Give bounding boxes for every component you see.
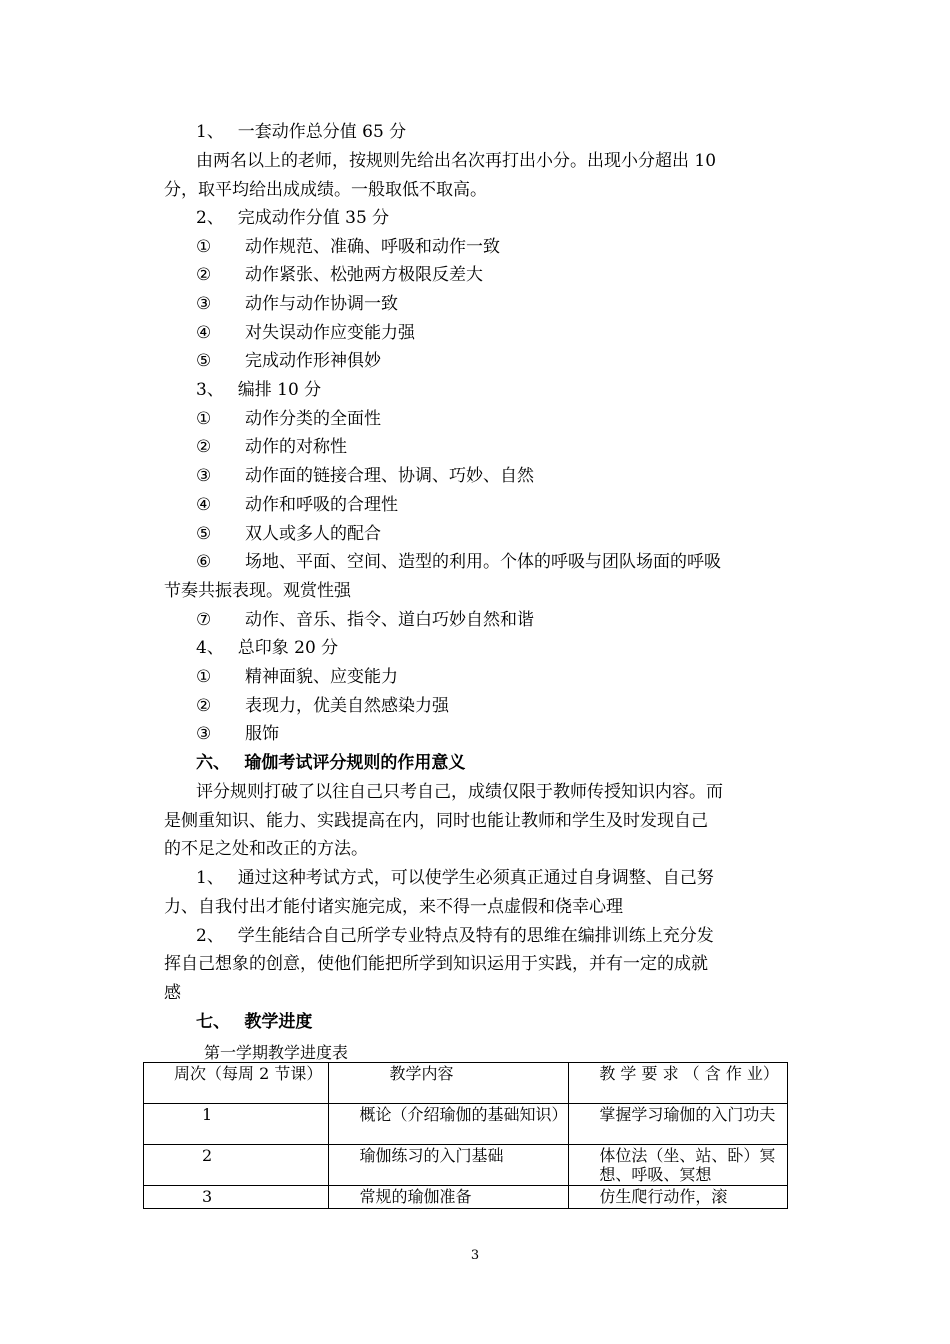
table-cell: 常规的瑜伽准备	[329, 1186, 569, 1209]
list-item: ① 动作分类的全面性	[196, 409, 381, 429]
list-item: ① 精神面貌、应变能力	[196, 667, 398, 687]
list-item: ③ 动作与动作协调一致	[196, 294, 398, 314]
paragraph-line: 是侧重知识、能力、实践提高在内，同时也能让教师和学生及时发现自己	[164, 811, 708, 831]
list-item: ① 动作规范、准确、呼吸和动作一致	[196, 237, 500, 257]
table-cell: 1	[144, 1104, 329, 1145]
paragraph-line: 1、 通过这种考试方式，可以使学生必须真正通过自身调整、自己努	[196, 868, 714, 888]
table-header-cell: 教学内容	[329, 1063, 569, 1104]
list-item: ② 动作紧张、松弛两方极限反差大	[196, 265, 483, 285]
section-1-paragraph-line-2: 分，取平均给出成成绩。一般取低不取高。	[164, 180, 487, 200]
table-cell: 2	[144, 1145, 329, 1186]
paragraph-line: 感	[164, 983, 181, 1003]
paragraph-line: 评分规则打破了以往自己只考自己，成绩仅限于教师传授知识内容。而	[196, 782, 723, 802]
teaching-progress-table	[143, 1062, 788, 1209]
table-header-cell: 教 学 要 求 （ 含 作 业）	[569, 1063, 788, 1104]
list-item: ③ 动作面的链接合理、协调、巧妙、自然	[196, 466, 534, 486]
table-cell: 掌握学习瑜伽的入门功夫	[569, 1104, 788, 1145]
section-1-title: 1、 一套动作总分值 65 分	[196, 122, 407, 142]
list-item: ④ 对失误动作应变能力强	[196, 323, 415, 343]
section-4-title: 4、 总印象 20 分	[196, 638, 339, 658]
table-cell: 仿生爬行动作，滚	[569, 1186, 788, 1209]
table-row	[144, 1145, 788, 1186]
table-cell: 体位法（坐、站、卧）冥想、呼吸、冥想	[569, 1145, 788, 1186]
list-item: ② 表现力，优美自然感染力强	[196, 696, 449, 716]
list-item: ⑥ 场地、平面、空间、造型的利用。个体的呼吸与团队场面的呼吸	[196, 552, 721, 572]
paragraph-line: 的不足之处和改正的方法。	[164, 839, 368, 859]
list-item: ⑤ 完成动作形神俱妙	[196, 351, 381, 371]
table-row	[144, 1186, 788, 1209]
section-2-title: 2、 完成动作分值 35 分	[196, 208, 390, 228]
list-item: ⑤ 双人或多人的配合	[196, 524, 381, 544]
table-row	[144, 1104, 788, 1145]
table-header-row	[144, 1063, 788, 1104]
heading-7: 七、 教学进度	[196, 1012, 313, 1032]
heading-6: 六、 瑜伽考试评分规则的作用意义	[196, 753, 466, 773]
table-header-cell: 周次（每周 2 节课）	[144, 1063, 329, 1104]
list-item: ⑦ 动作、音乐、指令、道白巧妙自然和谐	[196, 610, 534, 630]
paragraph-line: 挥自己想象的创意，使他们能把所学到知识运用于实践，并有一定的成就	[164, 954, 708, 974]
paragraph-line: 力、自我付出才能付诸实施完成，来不得一点虚假和侥幸心理	[164, 897, 623, 917]
list-item: ② 动作的对称性	[196, 437, 347, 457]
section-3-title: 3、 编排 10 分	[196, 380, 322, 400]
table-caption: 第一学期教学进度表	[204, 1043, 349, 1062]
table-cell: 概论（介绍瑜伽的基础知识）	[329, 1104, 569, 1145]
table-cell: 3	[144, 1186, 329, 1209]
page-number: 3	[470, 1248, 480, 1263]
section-1-paragraph-line-1: 由两名以上的老师，按规则先给出名次再打出小分。出现小分超出 10	[196, 151, 717, 171]
list-item-continuation: 节奏共振表现。观赏性强	[164, 581, 351, 601]
list-item: ③ 服饰	[196, 724, 279, 744]
table-cell: 瑜伽练习的入门基础	[329, 1145, 569, 1186]
paragraph-line: 2、 学生能结合自己所学专业特点及特有的思维在编排训练上充分发	[196, 926, 714, 946]
list-item: ④ 动作和呼吸的合理性	[196, 495, 398, 515]
